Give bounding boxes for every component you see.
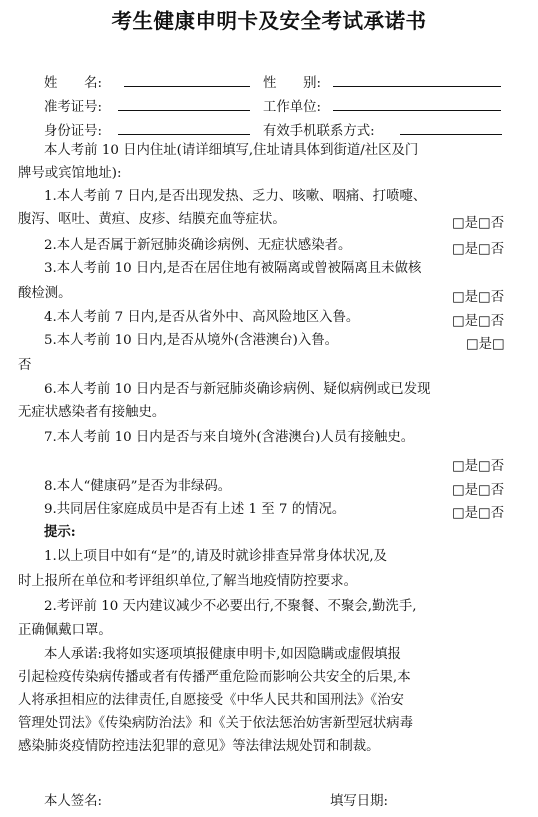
question-3-checkbox[interactable]: □是□否 <box>452 290 505 305</box>
signature-label: 本人签名: <box>44 794 103 809</box>
question-8-checkbox[interactable]: □是□否 <box>452 483 505 498</box>
question-1-line-1: 1.本人考前 7 日内,是否出现发热、乏力、咳嗽、咽痛、打喷嚏、 <box>44 189 427 204</box>
id-no-field[interactable] <box>118 134 250 135</box>
gender-field[interactable] <box>333 86 501 87</box>
pledge-line-5: 感染肺炎疫情防控违法犯罪的意见》等法律法规处罚和制裁。 <box>18 739 380 754</box>
question-3-line-1: 3.本人考前 10 日内,是否在居住地有被隔离或曾被隔离且未做核 <box>44 261 422 276</box>
question-4-line-1: 4.本人考前 7 日内,是否从省外中、高风险地区入鲁。 <box>44 310 360 325</box>
question-5-line-1: 5.本人考前 10 日内,是否从境外(含港澳台)入鲁。 <box>44 333 339 348</box>
pledge-line-3: 人将承担相应的法律责任,自愿接受《中华人民共和国刑法》《治安 <box>18 693 404 708</box>
work-unit-label: 工作单位: <box>263 100 322 115</box>
address-intro-line-1: 本人考前 10 日内住址(请详细填写,住址请具体到街道/社区及门 <box>44 143 419 158</box>
question-1-checkbox[interactable]: □是□否 <box>452 216 505 231</box>
exam-no-field[interactable] <box>118 110 250 111</box>
question-7-checkbox[interactable]: □是□否 <box>452 459 505 474</box>
question-7-line-1: 7.本人考前 10 日内是否与来自境外(含港澳台)人员有接触史。 <box>44 430 415 445</box>
name-label: 姓 名: <box>44 76 103 91</box>
question-8-line-1: 8.本人“健康码”是否为非绿码。 <box>44 479 232 494</box>
tip-1-line-2: 时上报所在单位和考评组织单位,了解当地疫情防控要求。 <box>18 574 358 589</box>
id-no-label: 身份证号: <box>44 124 103 139</box>
question-5-trail: 否 <box>18 358 32 373</box>
phone-field[interactable] <box>400 134 502 135</box>
tip-1-line-1: 1.以上项目中如有“是”的,请及时就诊排查异常身体状况,及 <box>44 549 387 564</box>
question-3-line-2: 酸检测。 <box>18 286 72 301</box>
question-2-checkbox[interactable]: □是□否 <box>452 242 505 257</box>
question-5-checkbox[interactable]: □是□ <box>466 337 505 352</box>
tip-2-line-2: 正确佩戴口罩。 <box>18 623 112 638</box>
pledge-line-4: 管理处罚法》《传染病防治法》和《关于依法惩治妨害新型冠状病毒 <box>18 716 414 731</box>
work-unit-field[interactable] <box>333 110 501 111</box>
gender-label: 性 别: <box>263 76 322 91</box>
phone-label: 有效手机联系方式: <box>263 124 375 139</box>
tip-2-line-1: 2.考评前 10 天内建议减少不必要出行,不聚餐、不聚会,勤洗手, <box>44 599 417 614</box>
date-label: 填写日期: <box>330 794 389 809</box>
question-9-checkbox[interactable]: □是□否 <box>452 506 505 521</box>
address-intro-line-2: 牌号或宾馆地址): <box>18 166 122 181</box>
question-4-checkbox[interactable]: □是□否 <box>452 314 505 329</box>
question-6-line-1: 6.本人考前 10 日内是否与新冠肺炎确诊病例、疑似病例或已发现 <box>44 382 431 397</box>
question-9-line-1: 9.共同居住家庭成员中是否有上述 1 至 7 的情况。 <box>44 502 346 517</box>
exam-no-label: 准考证号: <box>44 100 103 115</box>
top-edge-fragment <box>0 0 44 2</box>
question-6-line-2: 无症状感染者有接触史。 <box>18 405 166 420</box>
question-2-line-1: 2.本人是否属于新冠肺炎确诊病例、无症状感染者。 <box>44 238 352 253</box>
name-field[interactable] <box>124 86 250 87</box>
question-1-line-2: 腹泻、呕吐、黄疸、皮疹、结膜充血等症状。 <box>18 212 286 227</box>
page-title: 考生健康申明卡及安全考试承诺书 <box>111 9 427 33</box>
pledge-line-1: 本人承诺:我将如实逐项填报健康申明卡,如因隐瞒或虚假填报 <box>44 647 401 662</box>
tips-heading: 提示: <box>44 524 76 540</box>
pledge-line-2: 引起检疫传染病传播或者有传播严重危险而影响公共安全的后果,本 <box>18 670 411 685</box>
